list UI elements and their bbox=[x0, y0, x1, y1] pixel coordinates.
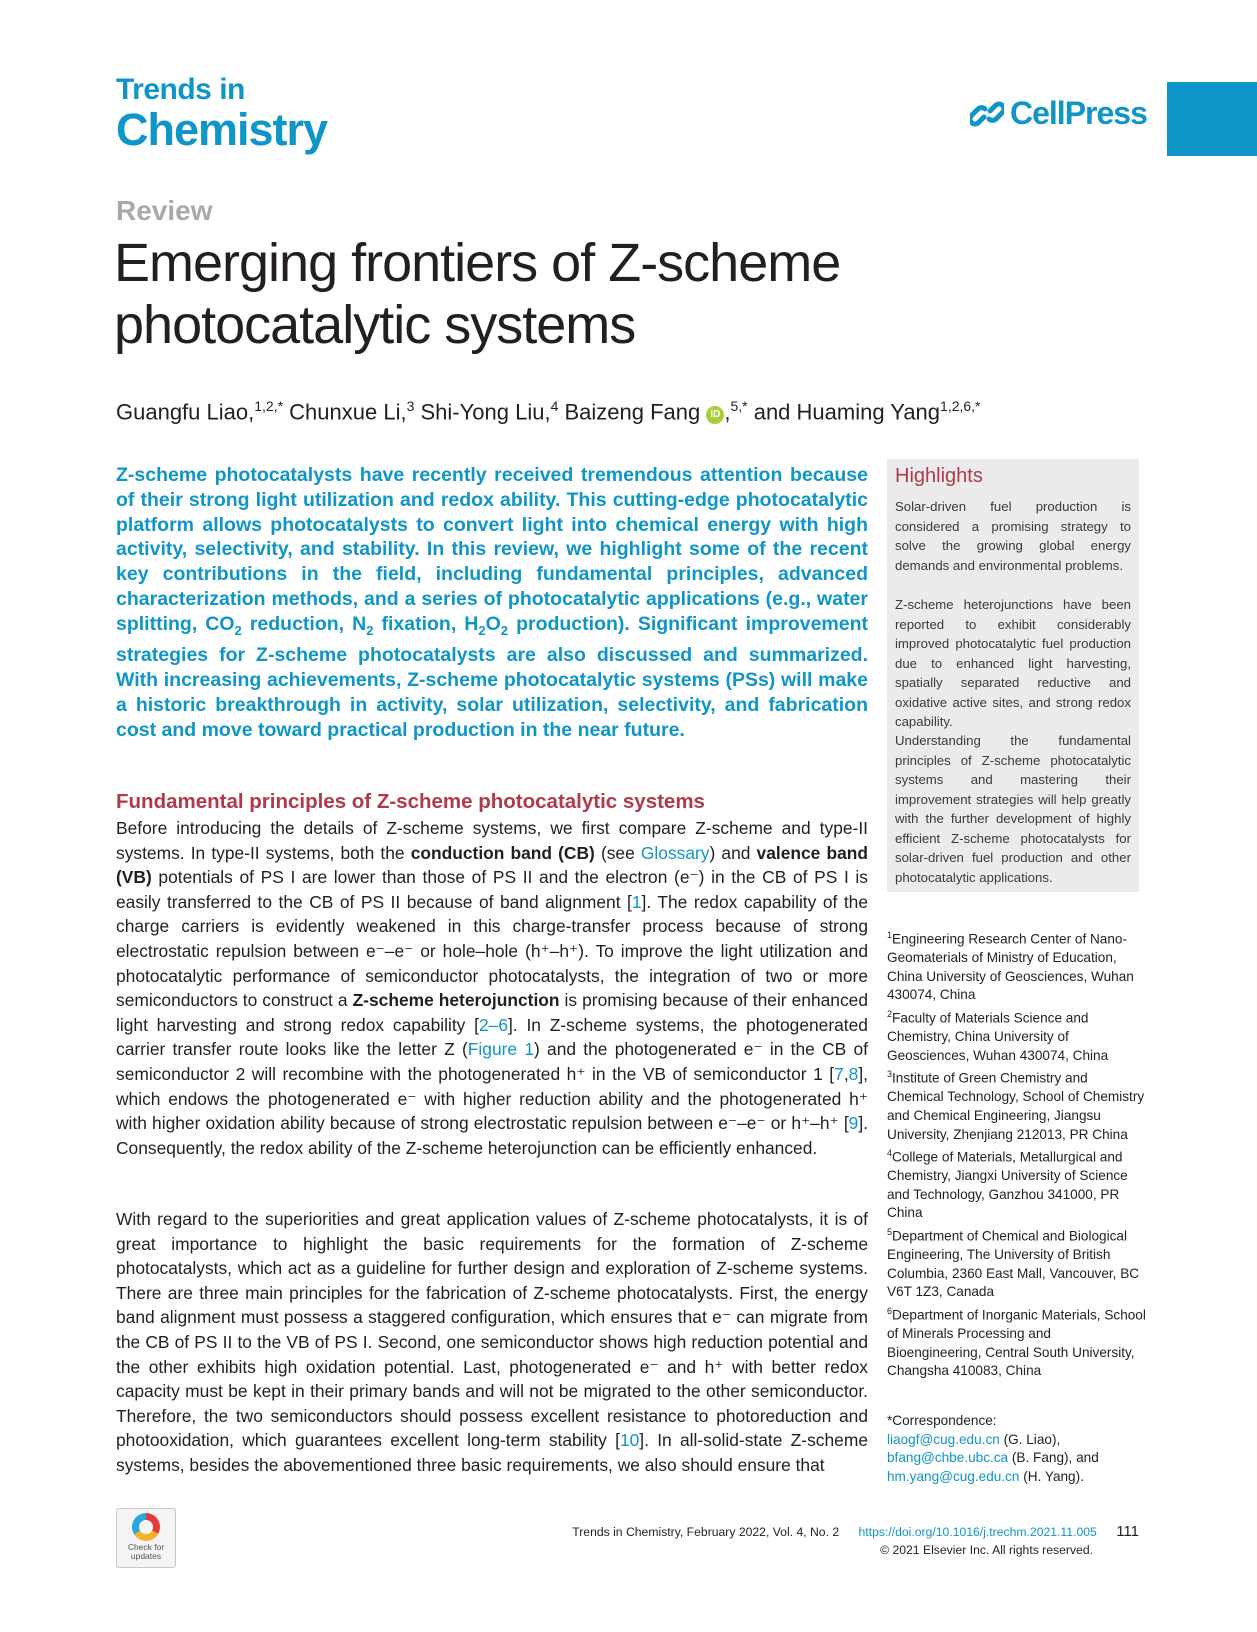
affiliation: $^6$Department of Inorganic Materials, School of Minerals Processing and Bioengineering, Central South University, Changsha 410083, China bbox=[887, 1305, 1146, 1379]
email-link[interactable]: liaogf@cug.edu.cn bbox=[887, 1431, 1000, 1447]
glossary-term: conduction band (CB) bbox=[410, 842, 595, 863]
article-type: Review bbox=[116, 195, 213, 226]
correspondence: *Correspondence: liaogf@cug.edu.cn (G. Liao), bfang@chbe.ubc.ca (B. Fang), and hm.yang@cug.edu.cn (H. Yang). bbox=[887, 1412, 1147, 1486]
affiliations bbox=[887, 926, 1147, 1381]
reference-link[interactable]: 9 bbox=[848, 1113, 859, 1134]
author-affiliation-mark: 5,* bbox=[730, 398, 748, 414]
article-title: Emerging frontiers of Z-scheme photocatalytic systems bbox=[114, 233, 841, 355]
affiliation: $^4$College of Materials, Metallurgical and Chemistry, Jiangxi University of Science and Technology, Ganzhou 341000, PR China bbox=[887, 1148, 1128, 1221]
crossmark-icon bbox=[132, 1513, 160, 1541]
journal-name-line2: Chemistry bbox=[116, 104, 328, 155]
author-name[interactable]: and Huaming Yang bbox=[747, 399, 941, 425]
affiliation: $^2$Faculty of Materials Science and Chemistry, China University of Geosciences, Wuhan 430074, China bbox=[887, 1008, 1109, 1063]
citation: Trends in Chemistry, February 2022, Vol. 4, No. 2 bbox=[572, 1525, 840, 1539]
author-name[interactable]: Baizeng Fang bbox=[558, 399, 707, 425]
author-name[interactable]: Shi-Yong Liu, bbox=[414, 399, 551, 425]
highlight-item: Z-scheme heterojunctions have been reported to exhibit considerably improved photocatalytic fuel production due to enhanced light harvesting, spatially separated reductive and oxidative active sites, and strong redox capability. bbox=[895, 597, 1131, 729]
page-number: 111 bbox=[1116, 1523, 1139, 1540]
reference-link[interactable]: 8 bbox=[848, 1063, 859, 1084]
page-footer bbox=[572, 1523, 1139, 1559]
email-link[interactable]: bfang@chbe.ubc.ca bbox=[887, 1450, 1009, 1466]
author-name[interactable]: Chunxue Li, bbox=[283, 399, 407, 425]
orcid-icon[interactable]: iD bbox=[706, 406, 724, 424]
abstract: Z-scheme photocatalysts have recently received tremendous attention because of their strong light utilization and redox ability. This cutting-edge photocatalytic platform allows photocatalysts to convert light into chemical energy with high activity, selectivity, and stability. In this review, we highlight some of the recent key contributions in the field, including fundamental principles, advanced characterization methods, and a series of photocatalytic applications (e.g., water splitting, $CO_2$ reduction, $N_2$ fixation, $H_2O_2$ production). Significant improvement strategies for Z-scheme photocatalysts are also discussed and summarized. With increasing achievements, Z-scheme photocatalytic systems (PSs) will make a historic breakthrough in activity, solar utilization, selectivity, and fabrication cost and move toward practical production in the near future. bbox=[116, 464, 869, 741]
journal-logo bbox=[116, 73, 328, 155]
journal-name-line1: Trends in bbox=[116, 73, 245, 106]
correspondence-label: *Correspondence: bbox=[887, 1413, 997, 1428]
reference-link[interactable]: 1 bbox=[631, 891, 642, 912]
header-accent-block bbox=[1167, 82, 1257, 156]
body-paragraph: With regard to the superiorities and great application values of Z-scheme photocatalysts, it is of great importance to highlight the basic requirements for the formation of Z-scheme photocatalysts, which act as a guideline for further design and exploration of Z-scheme systems. There are three main principles for the fabrication of Z-scheme photocatalysts. First, the energy band alignment must possess a staggered configuration, which ensures that e⁻ can migrate from the CB of PS II to the VB of PS I. Second, one semiconductor shows high reduction potential and the other exhibits high oxidation potential. Last, photogenerated e⁻ and h⁺ with better redox capacity must be kept in their primary bands and will not be migrated to the other semiconductor. Therefore, the two semiconductors should possess excellent resistance to photoreduction and photooxidation, which guarantees excellent long-term stability [10]. In all-solid-state Z-scheme systems, besides the abovementioned three basic requirements, we also should ensure that bbox=[116, 1209, 868, 1475]
cellpress-link-icon bbox=[970, 97, 1004, 131]
author-affiliation-mark: 4 bbox=[550, 398, 559, 414]
author-list: Guangfu Liao,$^{1,2,*}$ Chunxue Li,$^3$ Shi-Yong Liu,$^4$ Baizeng Fang iD ,$^{5,*}$ and Huaming Yang$^{1,2,6,*}$ bbox=[116, 398, 981, 425]
author-affiliation-mark: 3 bbox=[406, 398, 415, 414]
copyright: © 2021 Elsevier Inc. All rights reserved. bbox=[880, 1543, 1093, 1557]
affiliation: $^1$Engineering Research Center of Nano-Geomaterials of Ministry of Education, China University of Geosciences, Wuhan 430074, China bbox=[887, 930, 1134, 1003]
highlights-title: Highlights bbox=[895, 465, 983, 487]
glossary-term: Z-scheme heterojunction bbox=[352, 990, 560, 1011]
author-affiliation-mark: 1,2,6,* bbox=[940, 398, 981, 414]
affiliation: $^5$Department of Chemical and Biological Engineering, The University of British Columbia, 2360 East Mall, Vancouver, BC V6T 1Z3, Canada bbox=[887, 1227, 1140, 1300]
figure-link[interactable]: Figure 1 bbox=[467, 1039, 534, 1060]
reference-link[interactable]: 7 bbox=[834, 1063, 844, 1084]
check-for-updates-badge[interactable]: Check for updates bbox=[116, 1508, 176, 1568]
highlight-item: Understanding the fundamental principles of Z-scheme photocatalytic systems and mastering their improvement strategies will help greatly with the further development of highly efficient Z-scheme photocatalysts for solar-driven fuel production and other photocatalytic applications. bbox=[895, 733, 1131, 885]
publisher-logo[interactable] bbox=[970, 95, 1147, 132]
affiliation: $^3$Institute of Green Chemistry and Chemical Technology, School of Chemistry and Chemical Engineering, Jiangsu University, Zhenjiang 212013, PR China bbox=[887, 1069, 1145, 1142]
doi-link[interactable]: https://doi.org/10.1016/j.trechm.2021.11.005 bbox=[858, 1525, 1097, 1539]
reference-link[interactable]: 2–6 bbox=[478, 1014, 508, 1035]
email-link[interactable]: hm.yang@cug.edu.cn bbox=[887, 1468, 1020, 1484]
author-affiliation-mark: 1,2,* bbox=[254, 398, 284, 414]
body-paragraph: Before introducing the details of Z-scheme systems, we first compare Z-scheme and type-II systems. In type-II systems, both the conduction band (CB) (see Glossary) and valence band (VB) potentials of PS I are lower than those of PS II and the electron (e⁻) in the CB of PS I is easily transferred to the CB of PS II because of band alignment [1]. The redox capability of the charge carriers is evidently weakened in this charge-transfer process because of strong electrostatic repulsion between e⁻–e⁻ or hole–hole (h⁺–h⁺). To improve the light utilization and photocatalytic performance of semiconductor photocatalysts, the integration of two or more semiconductors to construct a Z-scheme heterojunction is promising because of their enhanced light harvesting and strong redox capability [2–6]. In Z-scheme systems, the photogenerated carrier transfer route looks like the letter Z (Figure 1) and the photogenerated e⁻ in the CB of semiconductor 2 will recombine with the photogenerated h⁺ in the VB of semiconductor 1 [7,8], which endows the photogenerated e⁻ with higher reduction ability and the photogenerated h⁺ with higher oxidation ability because of strong electrostatic repulsion between e⁻–e⁻ or h⁺–h⁺ [9]. Consequently, the redox ability of the Z-scheme heterojunction can be efficiently enhanced. bbox=[116, 818, 869, 1158]
reference-link[interactable]: 10 bbox=[619, 1430, 640, 1451]
highlight-item: Solar-driven fuel production is considered a promising strategy to solve the growing global energy demands and environmental problems. bbox=[895, 499, 1131, 573]
publisher-name: CellPress bbox=[1010, 95, 1147, 131]
author-name[interactable]: Guangfu Liao, bbox=[116, 399, 255, 425]
section-heading: Fundamental principles of Z-scheme photocatalytic systems bbox=[116, 790, 705, 813]
glossary-term: valence band (VB) bbox=[116, 842, 868, 888]
glossary-link[interactable]: Glossary bbox=[640, 842, 710, 863]
